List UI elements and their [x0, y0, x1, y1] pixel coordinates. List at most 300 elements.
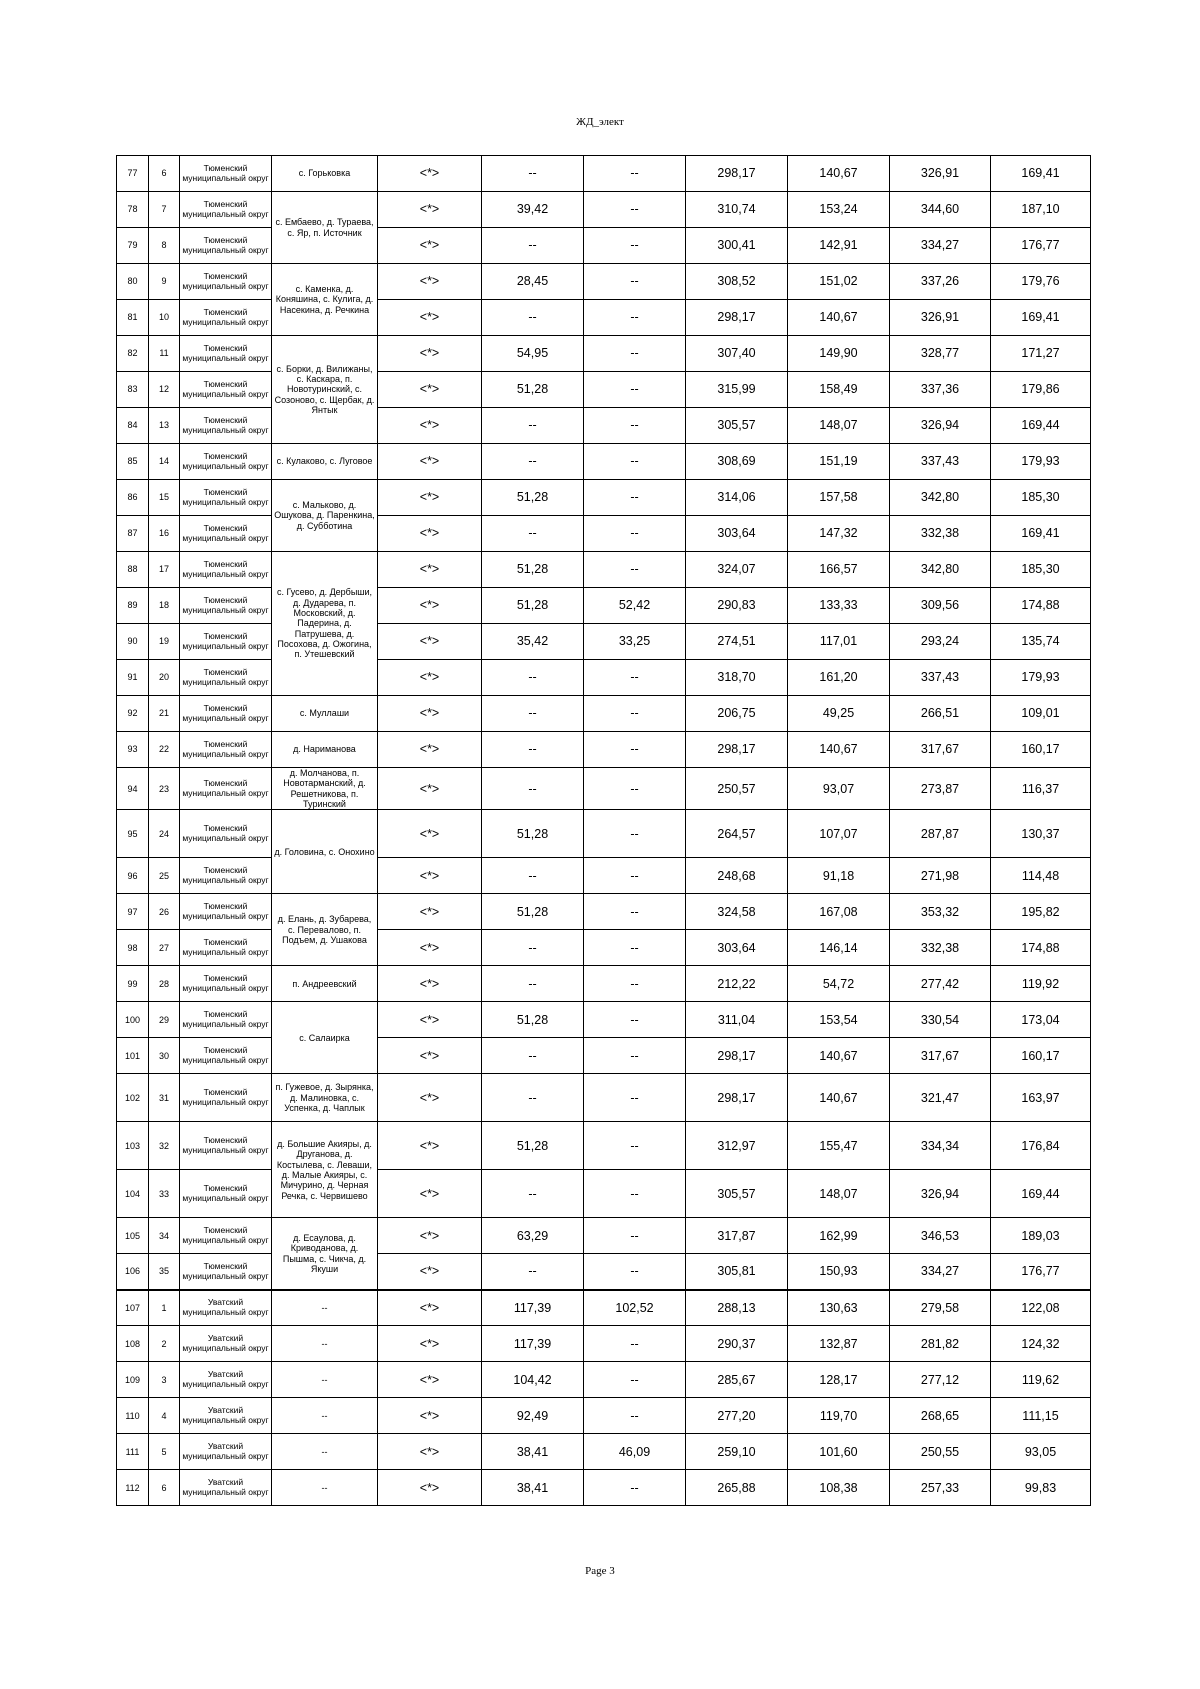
value-cell-4: 54,72 [788, 966, 890, 1002]
municipality-cell: Тюменский муниципальный округ [180, 930, 272, 966]
value-cell-6: 187,10 [991, 192, 1091, 228]
value-cell-5: 287,87 [890, 810, 991, 858]
value-cell-6: 169,41 [991, 516, 1091, 552]
value-cell-2: -- [584, 156, 686, 192]
row-number-cell: 95 [117, 810, 149, 858]
value-cell-4: 117,01 [788, 624, 890, 660]
table-row [117, 858, 1091, 894]
settlements-cell: п. Гужевое, д. Зырянка, д. Малиновка, с. Успенка, д. Чаплык [272, 1074, 378, 1122]
note-mark-cell: <*> [378, 1254, 482, 1290]
value-cell-3: 298,17 [686, 300, 788, 336]
value-cell-6: 111,15 [991, 1398, 1091, 1434]
value-cell-3: 317,87 [686, 1218, 788, 1254]
municipality-cell: Уватский муниципальный округ [180, 1326, 272, 1362]
value-cell-3: 212,22 [686, 966, 788, 1002]
value-cell-1: -- [482, 1038, 584, 1074]
municipality-cell: Уватский муниципальный округ [180, 1434, 272, 1470]
table-row [117, 1434, 1091, 1470]
value-cell-6: 122,08 [991, 1290, 1091, 1326]
subnumber-cell: 35 [149, 1254, 180, 1290]
value-cell-4: 140,67 [788, 732, 890, 768]
row-number-cell: 109 [117, 1362, 149, 1398]
settlements-cell: д. Нариманова [272, 732, 378, 768]
note-mark-cell: <*> [378, 1218, 482, 1254]
settlements-cell: с. Горьковка [272, 156, 378, 192]
value-cell-6: 173,04 [991, 1002, 1091, 1038]
value-cell-6: 174,88 [991, 588, 1091, 624]
subnumber-cell: 23 [149, 768, 180, 810]
municipality-cell: Тюменский муниципальный округ [180, 192, 272, 228]
table-row [117, 1254, 1091, 1290]
municipality-cell: Тюменский муниципальный округ [180, 336, 272, 372]
value-cell-2: -- [584, 1470, 686, 1506]
value-cell-6: 179,86 [991, 372, 1091, 408]
settlements-cell: с. Каменка, д. Коняшина, с. Кулига, д. Насекина, д. Речкина [272, 264, 378, 336]
value-cell-4: 161,20 [788, 660, 890, 696]
value-cell-5: 279,58 [890, 1290, 991, 1326]
note-mark-cell: <*> [378, 300, 482, 336]
value-cell-5: 250,55 [890, 1434, 991, 1470]
value-cell-1: 38,41 [482, 1470, 584, 1506]
note-mark-cell: <*> [378, 732, 482, 768]
value-cell-4: 93,07 [788, 768, 890, 810]
value-cell-3: 324,58 [686, 894, 788, 930]
settlements-cell: с. Салаирка [272, 1002, 378, 1074]
table-row [117, 408, 1091, 444]
value-cell-5: 317,67 [890, 732, 991, 768]
municipality-cell: Тюменский муниципальный округ [180, 228, 272, 264]
value-cell-1: -- [482, 1074, 584, 1122]
value-cell-2: 102,52 [584, 1290, 686, 1326]
value-cell-2: -- [584, 930, 686, 966]
note-mark-cell: <*> [378, 516, 482, 552]
value-cell-2: -- [584, 444, 686, 480]
municipality-cell: Уватский муниципальный округ [180, 1398, 272, 1434]
subnumber-cell: 14 [149, 444, 180, 480]
table-row [117, 1362, 1091, 1398]
settlements-cell: с. Муллаши [272, 696, 378, 732]
value-cell-4: 107,07 [788, 810, 890, 858]
municipality-cell: Тюменский муниципальный округ [180, 156, 272, 192]
municipality-cell: Тюменский муниципальный округ [180, 1254, 272, 1290]
subnumber-cell: 4 [149, 1398, 180, 1434]
value-cell-6: 169,41 [991, 156, 1091, 192]
value-cell-1: 63,29 [482, 1218, 584, 1254]
value-cell-4: 153,24 [788, 192, 890, 228]
note-mark-cell: <*> [378, 1362, 482, 1398]
table-row [117, 588, 1091, 624]
table-row [117, 930, 1091, 966]
note-mark-cell: <*> [378, 768, 482, 810]
value-cell-1: -- [482, 696, 584, 732]
table-row [117, 336, 1091, 372]
table-row [117, 552, 1091, 588]
row-number-cell: 94 [117, 768, 149, 810]
municipality-cell: Тюменский муниципальный округ [180, 732, 272, 768]
table-row [117, 192, 1091, 228]
value-cell-2: -- [584, 1038, 686, 1074]
value-cell-3: 288,13 [686, 1290, 788, 1326]
row-number-cell: 105 [117, 1218, 149, 1254]
subnumber-cell: 26 [149, 894, 180, 930]
value-cell-4: 132,87 [788, 1326, 890, 1362]
row-number-cell: 104 [117, 1170, 149, 1218]
subnumber-cell: 11 [149, 336, 180, 372]
value-cell-5: 257,33 [890, 1470, 991, 1506]
table-row [117, 1122, 1091, 1170]
subnumber-cell: 15 [149, 480, 180, 516]
table-row [117, 1074, 1091, 1122]
value-cell-5: 277,12 [890, 1362, 991, 1398]
value-cell-4: 167,08 [788, 894, 890, 930]
value-cell-6: 99,83 [991, 1470, 1091, 1506]
municipality-cell: Тюменский муниципальный округ [180, 408, 272, 444]
value-cell-5: 326,91 [890, 300, 991, 336]
note-mark-cell: <*> [378, 660, 482, 696]
subnumber-cell: 17 [149, 552, 180, 588]
value-cell-3: 259,10 [686, 1434, 788, 1470]
value-cell-2: -- [584, 192, 686, 228]
row-number-cell: 85 [117, 444, 149, 480]
note-mark-cell: <*> [378, 1074, 482, 1122]
value-cell-2: -- [584, 1326, 686, 1362]
municipality-cell: Уватский муниципальный округ [180, 1362, 272, 1398]
value-cell-1: -- [482, 444, 584, 480]
table-row [117, 1002, 1091, 1038]
value-cell-2: -- [584, 1002, 686, 1038]
value-cell-1: -- [482, 1170, 584, 1218]
value-cell-2: -- [584, 696, 686, 732]
row-number-cell: 79 [117, 228, 149, 264]
municipality-cell: Тюменский муниципальный округ [180, 588, 272, 624]
settlements-cell: -- [272, 1326, 378, 1362]
table-row [117, 966, 1091, 1002]
value-cell-5: 334,27 [890, 228, 991, 264]
note-mark-cell: <*> [378, 372, 482, 408]
municipality-cell: Тюменский муниципальный округ [180, 1170, 272, 1218]
value-cell-1: -- [482, 516, 584, 552]
value-cell-5: 266,51 [890, 696, 991, 732]
value-cell-5: 353,32 [890, 894, 991, 930]
row-number-cell: 90 [117, 624, 149, 660]
row-number-cell: 88 [117, 552, 149, 588]
value-cell-2: -- [584, 768, 686, 810]
row-number-cell: 110 [117, 1398, 149, 1434]
value-cell-1: 38,41 [482, 1434, 584, 1470]
municipality-cell: Тюменский муниципальный округ [180, 1218, 272, 1254]
note-mark-cell: <*> [378, 1326, 482, 1362]
value-cell-4: 147,32 [788, 516, 890, 552]
municipality-cell: Тюменский муниципальный округ [180, 1002, 272, 1038]
value-cell-5: 317,67 [890, 1038, 991, 1074]
value-cell-6: 163,97 [991, 1074, 1091, 1122]
table-row [117, 480, 1091, 516]
row-number-cell: 83 [117, 372, 149, 408]
value-cell-5: 337,43 [890, 444, 991, 480]
row-number-cell: 78 [117, 192, 149, 228]
value-cell-1: 51,28 [482, 810, 584, 858]
value-cell-1: -- [482, 858, 584, 894]
value-cell-1: -- [482, 1254, 584, 1290]
municipality-cell: Тюменский муниципальный округ [180, 1074, 272, 1122]
row-number-cell: 108 [117, 1326, 149, 1362]
value-cell-3: 310,74 [686, 192, 788, 228]
value-cell-6: 174,88 [991, 930, 1091, 966]
subnumber-cell: 27 [149, 930, 180, 966]
table-row [117, 696, 1091, 732]
subnumber-cell: 12 [149, 372, 180, 408]
value-cell-5: 330,54 [890, 1002, 991, 1038]
table-row [117, 1290, 1091, 1326]
municipality-cell: Тюменский муниципальный округ [180, 264, 272, 300]
note-mark-cell: <*> [378, 696, 482, 732]
value-cell-4: 151,19 [788, 444, 890, 480]
value-cell-1: 117,39 [482, 1290, 584, 1326]
value-cell-3: 324,07 [686, 552, 788, 588]
value-cell-6: 179,93 [991, 444, 1091, 480]
settlements-cell: д. Елань, д. Зубарева, с. Перевалово, п. Подъем, д. Ушакова [272, 894, 378, 966]
subnumber-cell: 8 [149, 228, 180, 264]
value-cell-4: 133,33 [788, 588, 890, 624]
value-cell-4: 108,38 [788, 1470, 890, 1506]
note-mark-cell: <*> [378, 228, 482, 264]
municipality-cell: Тюменский муниципальный округ [180, 894, 272, 930]
value-cell-5: 326,94 [890, 1170, 991, 1218]
settlements-cell: -- [272, 1362, 378, 1398]
value-cell-6: 189,03 [991, 1218, 1091, 1254]
row-number-cell: 80 [117, 264, 149, 300]
row-number-cell: 99 [117, 966, 149, 1002]
table-row [117, 810, 1091, 858]
table-row [117, 732, 1091, 768]
note-mark-cell: <*> [378, 552, 482, 588]
subnumber-cell: 3 [149, 1362, 180, 1398]
value-cell-1: 51,28 [482, 552, 584, 588]
value-cell-6: 119,92 [991, 966, 1091, 1002]
value-cell-3: 300,41 [686, 228, 788, 264]
row-number-cell: 103 [117, 1122, 149, 1170]
note-mark-cell: <*> [378, 1398, 482, 1434]
note-mark-cell: <*> [378, 588, 482, 624]
municipality-cell: Тюменский муниципальный округ [180, 552, 272, 588]
note-mark-cell: <*> [378, 480, 482, 516]
value-cell-2: -- [584, 858, 686, 894]
value-cell-5: 273,87 [890, 768, 991, 810]
subnumber-cell: 22 [149, 732, 180, 768]
value-cell-4: 148,07 [788, 1170, 890, 1218]
note-mark-cell: <*> [378, 810, 482, 858]
value-cell-1: 51,28 [482, 894, 584, 930]
value-cell-2: -- [584, 372, 686, 408]
note-mark-cell: <*> [378, 1038, 482, 1074]
value-cell-5: 293,24 [890, 624, 991, 660]
note-mark-cell: <*> [378, 858, 482, 894]
municipality-cell: Тюменский муниципальный округ [180, 966, 272, 1002]
row-number-cell: 100 [117, 1002, 149, 1038]
row-number-cell: 111 [117, 1434, 149, 1470]
value-cell-4: 151,02 [788, 264, 890, 300]
value-cell-6: 116,37 [991, 768, 1091, 810]
subnumber-cell: 13 [149, 408, 180, 444]
value-cell-4: 153,54 [788, 1002, 890, 1038]
settlements-cell: д. Большие Акияры, д. Друганова, д. Костылева, с. Леваши, д. Малые Акияры, с. Мичурино, д. Черная Речка, с. Червишево [272, 1122, 378, 1218]
subnumber-cell: 18 [149, 588, 180, 624]
value-cell-4: 162,99 [788, 1218, 890, 1254]
subnumber-cell: 33 [149, 1170, 180, 1218]
note-mark-cell: <*> [378, 444, 482, 480]
value-cell-4: 166,57 [788, 552, 890, 588]
value-cell-6: 185,30 [991, 552, 1091, 588]
value-cell-1: -- [482, 966, 584, 1002]
value-cell-5: 342,80 [890, 480, 991, 516]
settlements-cell: д. Есаулова, д. Криводанова, д. Пышма, с. Чикча, д. Якуши [272, 1218, 378, 1290]
value-cell-1: -- [482, 660, 584, 696]
value-cell-4: 155,47 [788, 1122, 890, 1170]
settlements-cell: д. Молчанова, п. Новотарманский, д. Решетникова, п. Туринский [272, 768, 378, 810]
tariff-table [116, 155, 1091, 1506]
table-row [117, 1170, 1091, 1218]
note-mark-cell: <*> [378, 966, 482, 1002]
row-number-cell: 82 [117, 336, 149, 372]
row-number-cell: 92 [117, 696, 149, 732]
row-number-cell: 89 [117, 588, 149, 624]
subnumber-cell: 19 [149, 624, 180, 660]
value-cell-3: 274,51 [686, 624, 788, 660]
value-cell-5: 337,43 [890, 660, 991, 696]
value-cell-2: 52,42 [584, 588, 686, 624]
table-row [117, 624, 1091, 660]
municipality-cell: Уватский муниципальный округ [180, 1470, 272, 1506]
subnumber-cell: 24 [149, 810, 180, 858]
settlements-cell: с. Гусево, д. Дербыши, д. Дударева, п. Московский, д. Падерина, д. Патрушева, д. Посохова, д. Ожогина, п. Утешевский [272, 552, 378, 696]
row-number-cell: 107 [117, 1290, 149, 1326]
note-mark-cell: <*> [378, 1434, 482, 1470]
table-row [117, 894, 1091, 930]
value-cell-2: -- [584, 552, 686, 588]
note-mark-cell: <*> [378, 336, 482, 372]
settlements-cell: с. Ембаево, д. Тураева, с. Яр, п. Источник [272, 192, 378, 264]
value-cell-6: 114,48 [991, 858, 1091, 894]
value-cell-6: 185,30 [991, 480, 1091, 516]
value-cell-2: -- [584, 1398, 686, 1434]
note-mark-cell: <*> [378, 1170, 482, 1218]
settlements-cell: с. Кулаково, с. Луговое [272, 444, 378, 480]
value-cell-3: 290,83 [686, 588, 788, 624]
row-number-cell: 97 [117, 894, 149, 930]
value-cell-6: 176,77 [991, 1254, 1091, 1290]
value-cell-2: -- [584, 480, 686, 516]
table-row [117, 300, 1091, 336]
note-mark-cell: <*> [378, 1122, 482, 1170]
value-cell-2: 33,25 [584, 624, 686, 660]
row-number-cell: 87 [117, 516, 149, 552]
value-cell-6: 160,17 [991, 732, 1091, 768]
row-number-cell: 91 [117, 660, 149, 696]
settlements-cell: с. Мальково, д. Ошукова, д. Паренкина, д. Субботина [272, 480, 378, 552]
value-cell-4: 119,70 [788, 1398, 890, 1434]
settlements-cell: с. Борки, д. Вилижаны, с. Каскара, п. Новотуринский, с. Созоново, с. Щербак, д. Янтык [272, 336, 378, 444]
value-cell-6: 195,82 [991, 894, 1091, 930]
value-cell-3: 307,40 [686, 336, 788, 372]
value-cell-2: -- [584, 894, 686, 930]
value-cell-2: -- [584, 1074, 686, 1122]
value-cell-6: 135,74 [991, 624, 1091, 660]
value-cell-6: 169,41 [991, 300, 1091, 336]
value-cell-3: 303,64 [686, 930, 788, 966]
table-row [117, 660, 1091, 696]
municipality-cell: Тюменский муниципальный округ [180, 516, 272, 552]
subnumber-cell: 6 [149, 156, 180, 192]
value-cell-1: 51,28 [482, 588, 584, 624]
value-cell-5: 334,34 [890, 1122, 991, 1170]
value-cell-6: 179,76 [991, 264, 1091, 300]
municipality-cell: Тюменский муниципальный округ [180, 480, 272, 516]
value-cell-2: -- [584, 408, 686, 444]
table-row [117, 1398, 1091, 1434]
value-cell-1: -- [482, 408, 584, 444]
value-cell-5: 321,47 [890, 1074, 991, 1122]
value-cell-3: 312,97 [686, 1122, 788, 1170]
row-number-cell: 112 [117, 1470, 149, 1506]
subnumber-cell: 10 [149, 300, 180, 336]
value-cell-3: 305,57 [686, 408, 788, 444]
value-cell-5: 332,38 [890, 516, 991, 552]
value-cell-4: 49,25 [788, 696, 890, 732]
value-cell-4: 140,67 [788, 1074, 890, 1122]
row-number-cell: 102 [117, 1074, 149, 1122]
subnumber-cell: 30 [149, 1038, 180, 1074]
value-cell-1: 54,95 [482, 336, 584, 372]
value-cell-3: 311,04 [686, 1002, 788, 1038]
table-row [117, 1218, 1091, 1254]
value-cell-5: 268,65 [890, 1398, 991, 1434]
value-cell-2: -- [584, 1122, 686, 1170]
value-cell-3: 298,17 [686, 1038, 788, 1074]
subnumber-cell: 7 [149, 192, 180, 228]
value-cell-3: 298,17 [686, 156, 788, 192]
value-cell-5: 344,60 [890, 192, 991, 228]
value-cell-6: 179,93 [991, 660, 1091, 696]
table-row [117, 228, 1091, 264]
value-cell-3: 308,69 [686, 444, 788, 480]
value-cell-3: 303,64 [686, 516, 788, 552]
value-cell-4: 148,07 [788, 408, 890, 444]
value-cell-3: 264,57 [686, 810, 788, 858]
row-number-cell: 98 [117, 930, 149, 966]
table-row [117, 1038, 1091, 1074]
value-cell-2: -- [584, 336, 686, 372]
value-cell-2: -- [584, 810, 686, 858]
subnumber-cell: 29 [149, 1002, 180, 1038]
municipality-cell: Тюменский муниципальный округ [180, 1038, 272, 1074]
note-mark-cell: <*> [378, 1290, 482, 1326]
row-number-cell: 81 [117, 300, 149, 336]
value-cell-2: -- [584, 1170, 686, 1218]
value-cell-4: 140,67 [788, 156, 890, 192]
subnumber-cell: 34 [149, 1218, 180, 1254]
note-mark-cell: <*> [378, 894, 482, 930]
note-mark-cell: <*> [378, 264, 482, 300]
table-row [117, 264, 1091, 300]
value-cell-4: 158,49 [788, 372, 890, 408]
subnumber-cell: 6 [149, 1470, 180, 1506]
note-mark-cell: <*> [378, 1002, 482, 1038]
table-row [117, 444, 1091, 480]
value-cell-5: 277,42 [890, 966, 991, 1002]
value-cell-1: -- [482, 732, 584, 768]
page-header-title: ЖД_элект [576, 116, 624, 128]
municipality-cell: Тюменский муниципальный округ [180, 300, 272, 336]
